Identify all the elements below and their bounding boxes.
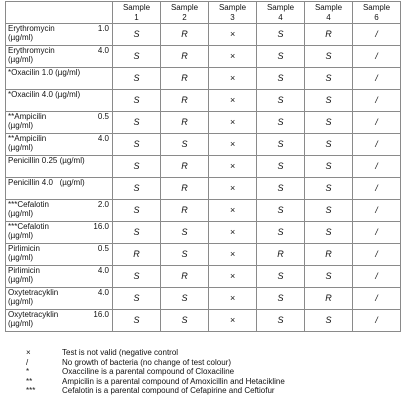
result-cell: S (257, 90, 305, 112)
result-cell: R (161, 156, 209, 178)
agent-concentration: 4.0 (97, 266, 109, 275)
agent-cell-content (8, 178, 112, 199)
agent-cell-content (8, 244, 112, 265)
result-cell: S (257, 200, 305, 222)
result-cell: S (113, 68, 161, 90)
agent-unit: (µg/ml) (8, 209, 34, 218)
legend-symbol: × (26, 348, 31, 357)
result-cell: / (353, 310, 401, 332)
agent-name: Pirlimicin (8, 266, 40, 275)
column-header (113, 2, 161, 24)
legend-symbol: *** (26, 386, 36, 395)
agent-cell (6, 310, 113, 332)
result-cell: S (161, 134, 209, 156)
result-cell: S (305, 112, 353, 134)
result-cell: × (209, 46, 257, 68)
legend-text: No growth of bacteria (no change of test colour) (62, 357, 231, 367)
result-cell: S (257, 288, 305, 310)
result-cell: S (305, 178, 353, 200)
agent-unit: (µg/ml) (8, 33, 34, 42)
agent-unit: (µg/ml) (8, 297, 34, 306)
legend-symbol: / (26, 357, 29, 367)
agent-concentration: 0.5 (97, 112, 109, 121)
legend (22, 348, 285, 396)
agent-cell (6, 156, 113, 178)
result-cell: S (305, 310, 353, 332)
agent-concentration: 16.0 (93, 222, 109, 231)
result-cell: S (113, 222, 161, 244)
result-cell: S (113, 112, 161, 134)
table-row (6, 156, 401, 178)
table-row (6, 244, 401, 266)
column-header-line1: Sample (266, 2, 295, 12)
result-cell: R (305, 288, 353, 310)
table-row (6, 90, 401, 112)
agent-cell (6, 266, 113, 288)
result-cell: S (161, 310, 209, 332)
table-header (6, 2, 401, 24)
agent-name: **Ampicilin (8, 134, 47, 143)
result-cell: S (113, 288, 161, 310)
agent-name: Oxytetracyklin (8, 310, 59, 319)
result-cell: × (209, 222, 257, 244)
legend-symbol: ** (26, 376, 33, 386)
agent-cell (6, 68, 113, 90)
result-cell: R (305, 244, 353, 266)
result-cell: × (209, 200, 257, 222)
legend-item (22, 358, 285, 368)
agent-name: ***Cefalotin (8, 200, 49, 209)
result-cell: / (353, 200, 401, 222)
result-cell: / (353, 222, 401, 244)
agent-cell (6, 112, 113, 134)
agent-cell-content (8, 112, 112, 133)
table-row (6, 310, 401, 332)
agent-cell-content (8, 134, 112, 155)
result-cell: S (305, 156, 353, 178)
agent-concentration: 2.0 (97, 200, 109, 209)
result-cell: / (353, 266, 401, 288)
result-cell: / (353, 288, 401, 310)
agent-unit: (µg/ml) (8, 55, 34, 64)
result-cell: × (209, 90, 257, 112)
column-header-line1: Sample (218, 2, 247, 12)
agent-name: *Oxacilin 4.0 (µg/ml) (8, 90, 81, 99)
result-cell: R (161, 68, 209, 90)
column-header-line2: 4 (326, 12, 331, 22)
agent-name: Pirlimicin (8, 244, 40, 253)
result-cell: × (209, 112, 257, 134)
result-cell: R (161, 200, 209, 222)
header-row (6, 2, 401, 24)
result-cell: S (257, 112, 305, 134)
result-cell: S (257, 266, 305, 288)
legend-symbol: * (26, 367, 30, 376)
result-cell: S (257, 68, 305, 90)
agent-name: **Ampicilin (8, 112, 47, 121)
legend-text: Test is not valid (negative control (62, 348, 179, 357)
result-cell: / (353, 68, 401, 90)
agent-cell-content (8, 266, 112, 287)
result-cell: × (209, 244, 257, 266)
result-cell: S (257, 134, 305, 156)
column-header (257, 2, 305, 24)
agent-cell (6, 24, 113, 46)
agent-cell-content (8, 222, 112, 243)
result-cell: R (161, 24, 209, 46)
table-row (6, 222, 401, 244)
result-cell: S (305, 134, 353, 156)
agent-cell-content (8, 310, 112, 331)
agent-cell (6, 134, 113, 156)
result-cell: / (353, 156, 401, 178)
result-cell: R (257, 244, 305, 266)
table-body (6, 24, 401, 332)
result-cell: S (113, 24, 161, 46)
legend-item (22, 367, 285, 377)
result-cell: S (305, 266, 353, 288)
agent-concentration: 16.0 (93, 310, 109, 319)
column-header-line1: Sample (122, 2, 151, 12)
result-cell: R (113, 244, 161, 266)
result-cell: S (113, 134, 161, 156)
agent-unit: (µg/ml) (8, 275, 34, 284)
agent-cell-content (8, 288, 112, 309)
result-cell: S (113, 178, 161, 200)
agent-concentration: 1.0 (97, 24, 109, 33)
result-cell: × (209, 134, 257, 156)
result-cell: R (161, 266, 209, 288)
column-header (209, 2, 257, 24)
column-header (305, 2, 353, 24)
table-row (6, 112, 401, 134)
susceptibility-table (5, 1, 401, 332)
result-cell: S (257, 178, 305, 200)
agent-unit: (µg/ml) (8, 121, 34, 130)
agent-cell (6, 288, 113, 310)
agent-concentration: 0.5 (97, 244, 109, 253)
result-cell: × (209, 156, 257, 178)
agent-concentration: 4.0 (97, 288, 109, 297)
result-cell: R (161, 90, 209, 112)
column-header-line1: Sample (170, 2, 199, 12)
column-header-line1: Sample (362, 2, 391, 12)
agent-name: Erythromycin (8, 24, 55, 33)
result-cell: / (353, 24, 401, 46)
column-header (353, 2, 401, 24)
result-cell: S (113, 310, 161, 332)
table-row (6, 24, 401, 46)
agent-name: *Oxacilin 1.0 (µg/ml) (8, 68, 81, 77)
result-cell: S (305, 90, 353, 112)
column-header-line2: 3 (230, 12, 235, 22)
result-cell: / (353, 90, 401, 112)
legend-text: Cefalotin is a parental compound of Cefapirine and Ceftiofur (62, 386, 275, 395)
column-header-line2: 2 (182, 12, 187, 22)
agent-unit: (µg/ml) (8, 143, 34, 152)
table-row (6, 200, 401, 222)
agent-cell (6, 244, 113, 266)
result-cell: / (353, 112, 401, 134)
table-row (6, 134, 401, 156)
result-cell: S (305, 200, 353, 222)
agent-cell-content (8, 24, 112, 45)
table-row (6, 266, 401, 288)
table-row (6, 68, 401, 90)
agent-name: Penicillin 0.25 (µg/ml) (8, 156, 85, 165)
result-cell: S (305, 46, 353, 68)
result-cell: S (161, 222, 209, 244)
column-header-line2: 1 (134, 12, 139, 22)
result-cell: S (257, 46, 305, 68)
result-cell: S (257, 310, 305, 332)
result-cell: S (113, 156, 161, 178)
result-cell: R (161, 112, 209, 134)
result-cell: S (161, 244, 209, 266)
agent-unit: (µg/ml) (8, 319, 34, 328)
agent-concentration: 4.0 (97, 134, 109, 143)
result-cell: / (353, 134, 401, 156)
agent-cell-content (8, 200, 112, 221)
table-row (6, 288, 401, 310)
column-header-line2: 6 (374, 12, 379, 22)
agent-cell (6, 200, 113, 222)
result-cell: × (209, 266, 257, 288)
result-cell: S (113, 46, 161, 68)
result-cell: × (209, 24, 257, 46)
result-cell: R (305, 24, 353, 46)
result-cell: R (161, 46, 209, 68)
result-cell: × (209, 310, 257, 332)
agent-cell (6, 46, 113, 68)
column-header (161, 2, 209, 24)
agent-cell (6, 178, 113, 200)
column-header-line2: 4 (278, 12, 283, 22)
result-cell: R (161, 178, 209, 200)
result-cell: × (209, 68, 257, 90)
agent-name: Oxytetracyklin (8, 288, 59, 297)
result-cell: S (257, 222, 305, 244)
result-cell: / (353, 244, 401, 266)
result-cell: S (305, 222, 353, 244)
result-cell: S (257, 24, 305, 46)
table-row (6, 46, 401, 68)
result-cell: S (113, 266, 161, 288)
agent-cell (6, 90, 113, 112)
legend-item (22, 386, 285, 396)
table-row (6, 178, 401, 200)
result-cell: × (209, 178, 257, 200)
agent-cell (6, 222, 113, 244)
agent-cell-content (8, 68, 112, 89)
column-header-line1: Sample (314, 2, 343, 12)
result-cell: S (161, 288, 209, 310)
result-cell: / (353, 46, 401, 68)
legend-item (22, 377, 285, 387)
agent-name: ***Cefalotin (8, 222, 49, 231)
legend-text: Oxacciline is a parental compound of Cloxaciline (62, 367, 235, 376)
agent-name: Penicillin 4.0 (µg/ml) (8, 178, 85, 187)
agent-concentration: 4.0 (97, 46, 109, 55)
agent-cell-content (8, 90, 112, 111)
result-cell: S (113, 200, 161, 222)
result-cell: S (113, 90, 161, 112)
agent-unit: (µg/ml) (8, 253, 34, 262)
result-cell: / (353, 178, 401, 200)
agent-unit: (µg/ml) (8, 231, 34, 240)
agent-cell-content (8, 46, 112, 67)
legend-item (22, 348, 285, 358)
legend-text: Ampicilin is a parental compound of Amoxicillin and Hetacikline (62, 376, 285, 386)
result-cell: S (257, 156, 305, 178)
agent-name: Erythromycin (8, 46, 55, 55)
agent-cell-content (8, 156, 112, 177)
header-blank-cell (6, 2, 113, 24)
result-cell: × (209, 288, 257, 310)
result-cell: S (305, 68, 353, 90)
